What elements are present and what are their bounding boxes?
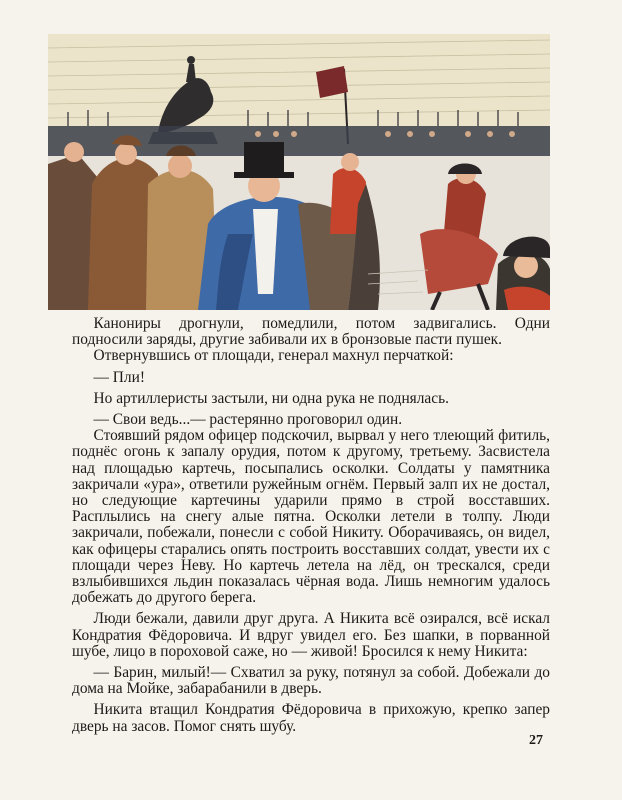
paragraph: — Свои ведь...— растерянно проговорил один. bbox=[93, 411, 403, 429]
story-text bbox=[72, 316, 550, 735]
paragraph: — Барин, милый!— Схватил за руку, потянул за собой. Добежали до дома на Мойке, забарабанили в дверь. bbox=[72, 664, 550, 698]
paragraph: — Пли! bbox=[93, 368, 145, 386]
paragraph: Канониры дрогнули, помедлили, потом задвигались. Одни подносили заряды, другие забивали их в бронзовые пасти пушек. bbox=[72, 315, 550, 349]
paragraph: Но артиллеристы застыли, ни одна рука не поднялась. bbox=[93, 389, 449, 407]
paragraph: Отвернувшись от площади, генерал махнул перчаткой: bbox=[93, 347, 454, 365]
paragraph: Люди бежали, давили друг друга. А Никита всё озирался, всё искал Кондратия Фёдоровича. И вдруг увидел его. Без шапки, в порванной шубе, лицо в пороховой саже, но — живой! Бросился к нему Никита: bbox=[72, 610, 550, 660]
senate-square-crowd-drawing bbox=[48, 34, 550, 310]
page-number: 27 bbox=[529, 733, 543, 748]
paragraph: Стоявший рядом офицер подскочил, вырвал у него тлеющий фитиль, поднёс огонь к запалу орудия, потом к другому, третьему. Засвистела над площадью картечь, посыпались осколки. Солдаты у памятника закричали «ура», ответили ружейным огнём. Первый залп их не достал, но следующие картечины ударили прямо в строй восставших. Расплылись на снегу алые пятна. Осколки летели в толпу. Люди закричали, побежали, понесли с собой Никиту. Оборачиваясь, он видел, как офицеры старались опять построить восставших солдат, увести их с площади через Неву. Но картечь летела на лёд, он трескался, среди взлыбившихся льдин показалась чёрная вода. Лишь немногим удалось добежать до другого берега. bbox=[72, 427, 550, 607]
illustration bbox=[48, 34, 550, 310]
paragraph: Никита втащил Кондратия Фёдоровича в прихожую, крепко запер дверь на засов. Помог снять шубу. bbox=[72, 701, 550, 735]
